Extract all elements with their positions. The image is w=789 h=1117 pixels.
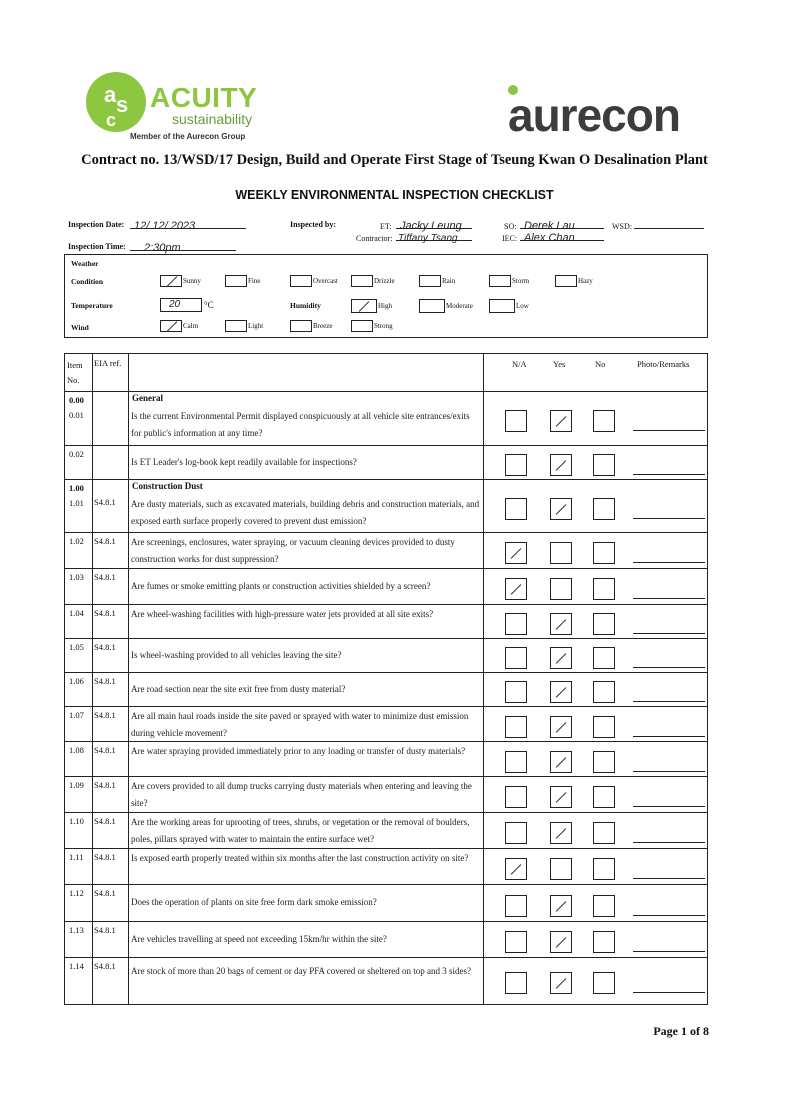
table-row bbox=[65, 706, 706, 741]
eia-ref: S4.8.1 bbox=[94, 608, 116, 618]
tick-mark-icon bbox=[556, 460, 567, 471]
inspection-date-label: Inspection Date: bbox=[68, 220, 125, 229]
remarks-field[interactable] bbox=[633, 841, 705, 843]
question-text: Is the current Environmental Permit displayed conspicuously at all vehicle site entrances/exits for public's information at any time? bbox=[131, 411, 470, 438]
checkbox-na[interactable] bbox=[505, 647, 527, 669]
checkbox-na[interactable] bbox=[505, 972, 527, 994]
checkbox-yes[interactable] bbox=[550, 716, 572, 738]
tick-mark-icon bbox=[556, 901, 567, 912]
weather-condition-label: Condition bbox=[71, 277, 104, 286]
item-number: 1.02 bbox=[69, 536, 84, 546]
checkbox-yes[interactable] bbox=[550, 454, 572, 476]
checkbox-no[interactable] bbox=[593, 578, 615, 600]
question-text: Is ET Leader's log-book kept readily available for inspections? bbox=[131, 456, 357, 467]
remarks-field[interactable] bbox=[633, 950, 705, 952]
checkbox-yes[interactable] bbox=[550, 681, 572, 703]
checkbox-yes[interactable] bbox=[550, 578, 572, 600]
table-row bbox=[65, 532, 706, 568]
checkbox-na[interactable] bbox=[505, 498, 527, 520]
checkbox-yes[interactable] bbox=[550, 822, 572, 844]
header-remarks: Photo/Remarks bbox=[637, 359, 690, 369]
temperature-field[interactable] bbox=[160, 298, 202, 312]
question-text: Are covers provided to all dump trucks carrying dusty materials when entering and leaving the site? bbox=[131, 781, 472, 808]
section-heading: General bbox=[132, 393, 163, 403]
remarks-field[interactable] bbox=[633, 770, 705, 772]
item-number: 1.00 bbox=[69, 483, 84, 493]
remarks-field[interactable] bbox=[633, 473, 705, 475]
checkbox-yes[interactable] bbox=[550, 931, 572, 953]
checkbox-no[interactable] bbox=[593, 498, 615, 520]
table-row bbox=[65, 957, 706, 1003]
checkbox-no[interactable] bbox=[593, 751, 615, 773]
question-text: Are all main haul roads inside the site paved or sprayed with water to minimize dust emission during vehicle movement? bbox=[131, 711, 469, 738]
tick-mark-icon bbox=[556, 978, 567, 989]
inspection-time-value: 2:30pm bbox=[144, 242, 181, 254]
question-text: Are dusty materials, such as excavated materials, building debris and construction materials, and exposed earth surface properly covered to prevent dust emission? bbox=[131, 499, 480, 526]
tick-mark-icon bbox=[511, 584, 522, 595]
table-row bbox=[65, 741, 706, 776]
checkbox-yes[interactable] bbox=[550, 972, 572, 994]
contractor-value: Tiffany Tsang bbox=[398, 233, 458, 244]
remarks-field[interactable] bbox=[633, 805, 705, 807]
eia-ref: S4.8.1 bbox=[94, 925, 116, 935]
checkbox-no[interactable] bbox=[593, 931, 615, 953]
contract-title: Contract no. 13/WSD/17 Design, Build and Operate First Stage of Tseung Kwan O Desalination Plant bbox=[81, 152, 708, 168]
item-number: 1.03 bbox=[69, 572, 84, 582]
item-number: 1.08 bbox=[69, 745, 84, 755]
checkbox-na[interactable] bbox=[505, 822, 527, 844]
header-na: N/A bbox=[512, 359, 527, 369]
checkbox-yes[interactable] bbox=[550, 647, 572, 669]
item-number: 1.05 bbox=[69, 642, 84, 652]
item-number: 1.04 bbox=[69, 608, 84, 618]
question-text: Is wheel-washing provided to all vehicles leaving the site? bbox=[131, 649, 342, 660]
svg-text:a: a bbox=[104, 82, 117, 107]
checkbox-na[interactable] bbox=[505, 410, 527, 432]
remarks-field[interactable] bbox=[633, 429, 705, 431]
checkbox-na[interactable] bbox=[505, 681, 527, 703]
checkbox-na[interactable] bbox=[505, 542, 527, 564]
checkbox-no[interactable] bbox=[593, 822, 615, 844]
checkbox-no[interactable] bbox=[593, 542, 615, 564]
checkbox-yes[interactable] bbox=[550, 542, 572, 564]
eia-ref: S4.8.1 bbox=[94, 852, 116, 862]
tick-mark-icon bbox=[511, 864, 522, 875]
header-yes: Yes bbox=[553, 359, 566, 369]
checkbox-yes[interactable] bbox=[550, 895, 572, 917]
item-number: 1.13 bbox=[69, 925, 84, 935]
weather-box: Weather Condition Sunny Fine Overcast Drizzle Rain Storm Hazy Temperature 20 °C Humidity High Moderate Low Wind Calm Light Breeze Strong bbox=[64, 254, 708, 338]
item-number: 1.06 bbox=[69, 676, 84, 686]
et-value: Jacky Leung bbox=[400, 220, 462, 232]
item-number: 0.02 bbox=[69, 449, 84, 459]
iec-value: Alex Chan bbox=[524, 232, 575, 244]
tick-mark-icon bbox=[556, 653, 567, 664]
remarks-field[interactable] bbox=[633, 991, 705, 993]
table-row bbox=[65, 812, 706, 848]
table-row bbox=[65, 604, 706, 638]
table-row bbox=[65, 445, 706, 479]
eia-ref: S4.8.1 bbox=[94, 497, 116, 507]
remarks-field[interactable] bbox=[633, 597, 705, 599]
checklist-title: WEEKLY ENVIRONMENTAL INSPECTION CHECKLIST bbox=[235, 188, 554, 202]
eia-ref: S4.8.1 bbox=[94, 888, 116, 898]
eia-ref: S4.8.1 bbox=[94, 572, 116, 582]
inspection-date-field[interactable] bbox=[130, 216, 246, 232]
tick-mark-icon bbox=[511, 548, 522, 559]
checkbox-yes[interactable] bbox=[550, 751, 572, 773]
eia-ref: S4.8.1 bbox=[94, 642, 116, 652]
remarks-field[interactable] bbox=[633, 735, 705, 737]
checkbox-yes[interactable] bbox=[550, 410, 572, 432]
contractor-label: Contractor: bbox=[356, 234, 393, 243]
weather-wind-label: Wind bbox=[71, 323, 89, 332]
checkbox-na[interactable] bbox=[505, 858, 527, 880]
table-row bbox=[65, 776, 706, 812]
question-text: Are vehicles travelling at speed not exceeding 15km/hr within the site? bbox=[131, 933, 387, 944]
checklist-table bbox=[64, 353, 708, 1005]
item-number: 1.07 bbox=[69, 710, 84, 720]
acuity-logo-name: ACUITY bbox=[150, 82, 258, 113]
inspected-by-label: Inspected by: bbox=[290, 220, 337, 229]
header-eia-ref: EIA ref. bbox=[94, 358, 122, 368]
checkbox-no[interactable] bbox=[593, 972, 615, 994]
checkbox-no[interactable] bbox=[593, 410, 615, 432]
question-text: Is exposed earth properly treated within six months after the last construction activity on site? bbox=[131, 853, 469, 863]
checkbox-na[interactable] bbox=[505, 716, 527, 738]
checkbox-na[interactable] bbox=[505, 786, 527, 808]
checkbox-no[interactable] bbox=[593, 716, 615, 738]
table-row bbox=[65, 672, 706, 706]
checkbox-no[interactable] bbox=[593, 681, 615, 703]
eia-ref: S4.8.1 bbox=[94, 745, 116, 755]
header-no: No bbox=[595, 359, 606, 369]
checkbox-na[interactable] bbox=[505, 613, 527, 635]
acuity-logo-sub: sustainability bbox=[172, 111, 253, 127]
question-text: Are stock of more than 20 bags of cement or day PFA covered or sheltered on top and 3 sides? bbox=[131, 966, 471, 976]
weather-heading: Weather bbox=[71, 259, 99, 268]
humidity-label: Humidity bbox=[290, 301, 321, 310]
question-text: Are water spraying provided immediately prior to any loading or transfer of dusty materials? bbox=[131, 746, 466, 756]
tick-mark-icon bbox=[556, 619, 567, 630]
tick-mark-icon bbox=[556, 757, 567, 768]
item-number: 1.12 bbox=[69, 888, 84, 898]
question-text: Are fumes or smoke emitting plants or construction activities shielded by a screen? bbox=[131, 580, 431, 591]
tick-mark-icon bbox=[556, 937, 567, 948]
item-sub-number: 1.01 bbox=[69, 498, 84, 508]
inspection-time-label: Inspection Time: bbox=[68, 242, 126, 251]
checkbox-na[interactable] bbox=[505, 931, 527, 953]
so-value: Derek Lau bbox=[524, 220, 575, 232]
remarks-field[interactable] bbox=[633, 877, 705, 879]
checkbox-no[interactable] bbox=[593, 786, 615, 808]
weather-temperature-label: Temperature bbox=[71, 301, 113, 310]
tick-mark-icon bbox=[556, 416, 567, 427]
table-row bbox=[65, 884, 706, 921]
eia-ref: S4.8.1 bbox=[94, 676, 116, 686]
item-number: 0.00 bbox=[69, 395, 84, 405]
tick-mark-icon bbox=[556, 504, 567, 515]
svg-text:c: c bbox=[106, 110, 117, 130]
wsd-field[interactable] bbox=[634, 216, 704, 229]
question-text: Does the operation of plants on site free form dark smoke emission? bbox=[131, 897, 377, 907]
tick-mark-icon bbox=[556, 687, 567, 698]
so-label: SO: bbox=[504, 222, 517, 231]
checkbox-no[interactable] bbox=[593, 647, 615, 669]
checkbox-na[interactable] bbox=[505, 895, 527, 917]
eia-ref: S4.8.1 bbox=[94, 710, 116, 720]
remarks-field[interactable] bbox=[633, 632, 705, 634]
table-row bbox=[65, 848, 706, 884]
inspection-date-value: 12/ 12/ 2023 bbox=[134, 220, 196, 232]
acuity-logo-mark bbox=[84, 70, 148, 134]
checkbox-yes[interactable] bbox=[550, 613, 572, 635]
temperature-unit: °C bbox=[204, 300, 214, 310]
contractor-field[interactable] bbox=[396, 228, 472, 244]
tick-mark-icon bbox=[556, 792, 567, 803]
remarks-field[interactable] bbox=[633, 561, 705, 563]
eia-ref: S4.8.1 bbox=[94, 961, 116, 971]
checkbox-na[interactable] bbox=[505, 454, 527, 476]
table-row bbox=[65, 638, 706, 672]
question-text: Are screenings, enclosures, water spraying, or vacuum cleaning devices provided to dusty construction works for dust suppression? bbox=[131, 537, 455, 564]
item-number: 1.11 bbox=[69, 852, 84, 862]
question-text: Are the working areas for uprooting of trees, shrubs, or vegetation or the removal of boulders, poles, pillars sprayed with water to maintain the entire surface wet? bbox=[131, 817, 470, 844]
table-row bbox=[65, 479, 706, 532]
wsd-label: WSD: bbox=[612, 222, 632, 231]
item-number: 1.09 bbox=[69, 780, 84, 790]
checkbox-yes[interactable] bbox=[550, 786, 572, 808]
checkbox-no[interactable] bbox=[593, 454, 615, 476]
item-sub-number: 0.01 bbox=[69, 410, 84, 420]
item-number: 1.14 bbox=[69, 961, 84, 971]
tick-mark-icon bbox=[556, 722, 567, 733]
item-number: 1.10 bbox=[69, 816, 84, 826]
question-text: Are wheel-washing facilities with high-pressure water jets provided at all site exits? bbox=[131, 609, 434, 619]
checkbox-no[interactable] bbox=[593, 613, 615, 635]
table-row bbox=[65, 921, 706, 957]
checkbox-na[interactable] bbox=[505, 751, 527, 773]
checkbox-na[interactable] bbox=[505, 578, 527, 600]
acuity-member-text: Member of the Aurecon Group bbox=[130, 132, 246, 141]
remarks-field[interactable] bbox=[633, 517, 705, 519]
eia-ref: S4.8.1 bbox=[94, 816, 116, 826]
temperature-value: 20 bbox=[169, 299, 181, 310]
et-label: ET: bbox=[380, 222, 392, 231]
page-number: Page 1 of 8 bbox=[653, 1024, 709, 1038]
remarks-field[interactable] bbox=[633, 700, 705, 702]
table-row bbox=[65, 568, 706, 604]
question-text: Are road section near the site exit free from dusty material? bbox=[131, 683, 346, 694]
svg-text:s: s bbox=[116, 92, 129, 117]
checkbox-no[interactable] bbox=[593, 895, 615, 917]
aurecon-logo: aurecon bbox=[508, 89, 680, 141]
tick-mark-icon bbox=[556, 828, 567, 839]
eia-ref: S4.8.1 bbox=[94, 780, 116, 790]
checkbox-yes[interactable] bbox=[550, 498, 572, 520]
table-row bbox=[65, 391, 706, 445]
remarks-field[interactable] bbox=[633, 666, 705, 668]
section-heading: Construction Dust bbox=[132, 481, 203, 491]
remarks-field[interactable] bbox=[633, 914, 705, 916]
header-item-no: Item No. bbox=[67, 360, 83, 385]
eia-ref: S4.8.1 bbox=[94, 536, 116, 546]
checkbox-yes[interactable] bbox=[550, 858, 572, 880]
iec-field[interactable] bbox=[520, 228, 604, 244]
checkbox-no[interactable] bbox=[593, 858, 615, 880]
iec-label: IEC: bbox=[502, 234, 518, 243]
inspection-time-field[interactable] bbox=[130, 238, 236, 254]
